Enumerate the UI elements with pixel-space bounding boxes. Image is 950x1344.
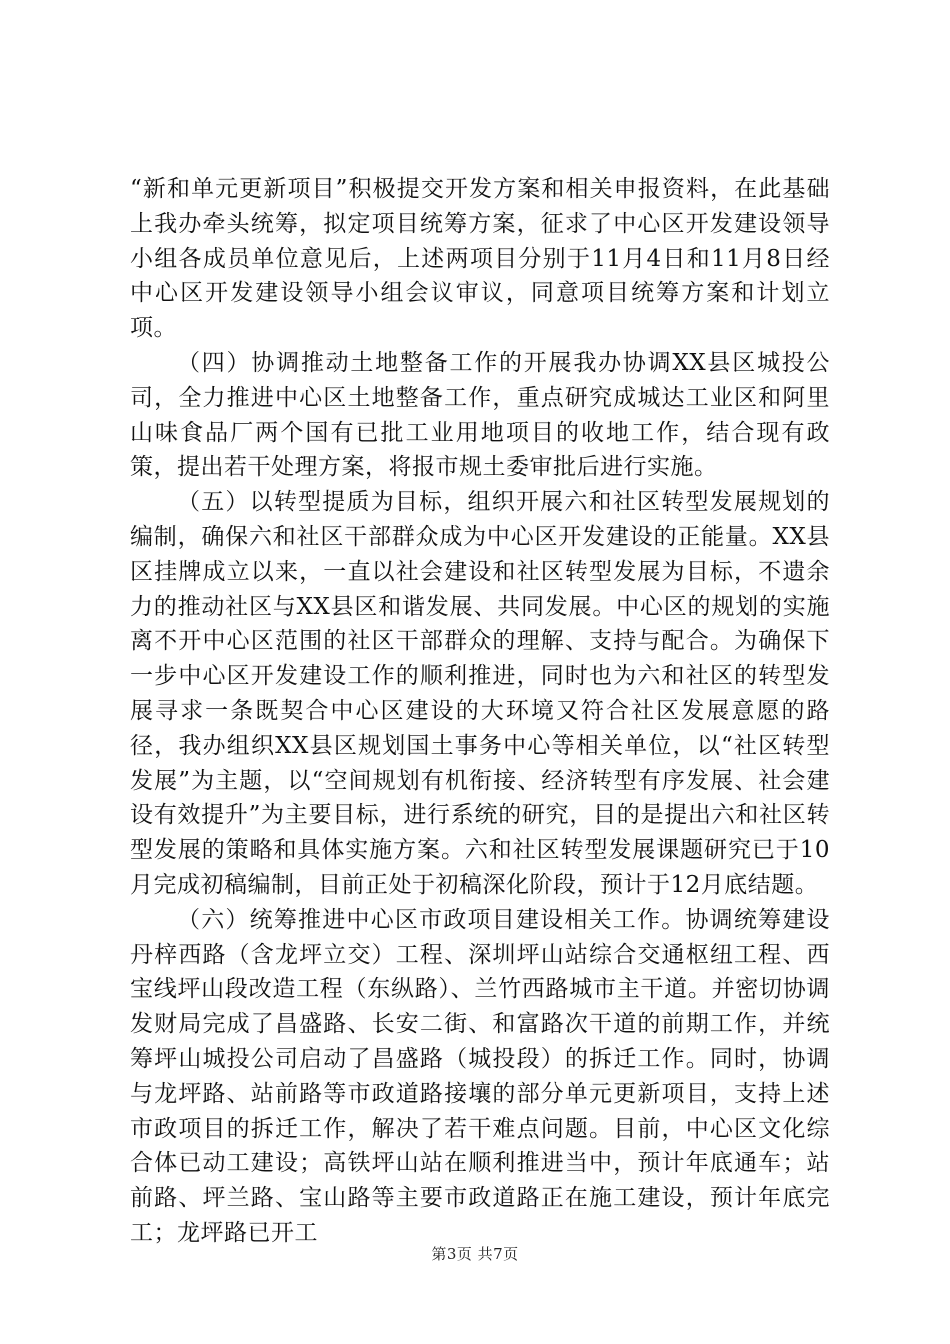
- paragraph-community-transformation: （五）以转型提质为目标，组织开展六和社区转型发展规划的编制，确保六和社区干部群众成为中心区开发建设的正能量。XX县区挂牌成立以来，一直以社会建设和社区转型发展为目标，不遗余力的推动社区与XX县区和谐发展、共同发展。中心区的规划的实施离不开中心区范围的社区干部群众的理解、支持与配合。为确保下一步中心区开发建设工作的顺利推进，同时也为六和社区的转型发展寻求一条既契合中心区建设的大环境又符合社区发展意愿的路径，我办组织XX县区规划国土事务中心等相关单位，以“社区转型发展”为主题，以“空间规划有机衔接、经济转型有序发展、社会建设有效提升”为主要目标，进行系统的研究，目的是提出六和社区转型发展的策略和具体实施方案。六和社区转型发展课题研究已于10月完成初稿编制，目前正处于初稿深化阶段，预计于12月底结题。: [130, 489, 830, 898]
- paragraph-municipal-projects: （六）统筹推进中心区市政项目建设相关工作。协调统筹建设丹梓西路（含龙坪立交）工程、深圳坪山站综合交通枢纽工程、西宝线坪山段改造工程（东纵路）、兰竹西路城市主干道。并密切协调发财局完成了昌盛路、长安二街、和富路次干道的前期工作，并统筹坪山城投公司启动了昌盛路（城投段）的拆迁工作。同时，协调与龙坪路、站前路等市政道路接壤的部分单元更新项目，支持上述市政项目的拆迁工作，解决了若干难点问题。目前，中心区文化综合体已动工建设；高铁坪山站在顺利推进当中，预计年底通车；站前路、坪兰路、宝山路等主要市政道路正在施工建设，预计年底完工；龙坪路已开工: [130, 906, 830, 1246]
- page-number-footer: 第3页 共7页: [431, 1245, 519, 1263]
- document-body: [130, 172, 830, 1251]
- paragraph-project-coordination: “新和单元更新项目”积极提交开发方案和相关申报资料，在此基础上我办牵头统筹，拟定项目统筹方案，征求了中心区开发建设领导小组各成员单位意见后，上述两项目分别于11月4日和11月8日经中心区开发建设领导小组会议审议，同意项目统筹方案和计划立项。: [130, 176, 830, 342]
- paragraph-land-preparation: （四）协调推动土地整备工作的开展我办协调XX县区城投公司，全力推进中心区土地整备工作，重点研究成城达工业区和阿里山味食品厂两个国有已批工业用地项目的收地工作，结合现有政策，提出若干处理方案，将报市规土委审批后进行实施。: [130, 349, 830, 481]
